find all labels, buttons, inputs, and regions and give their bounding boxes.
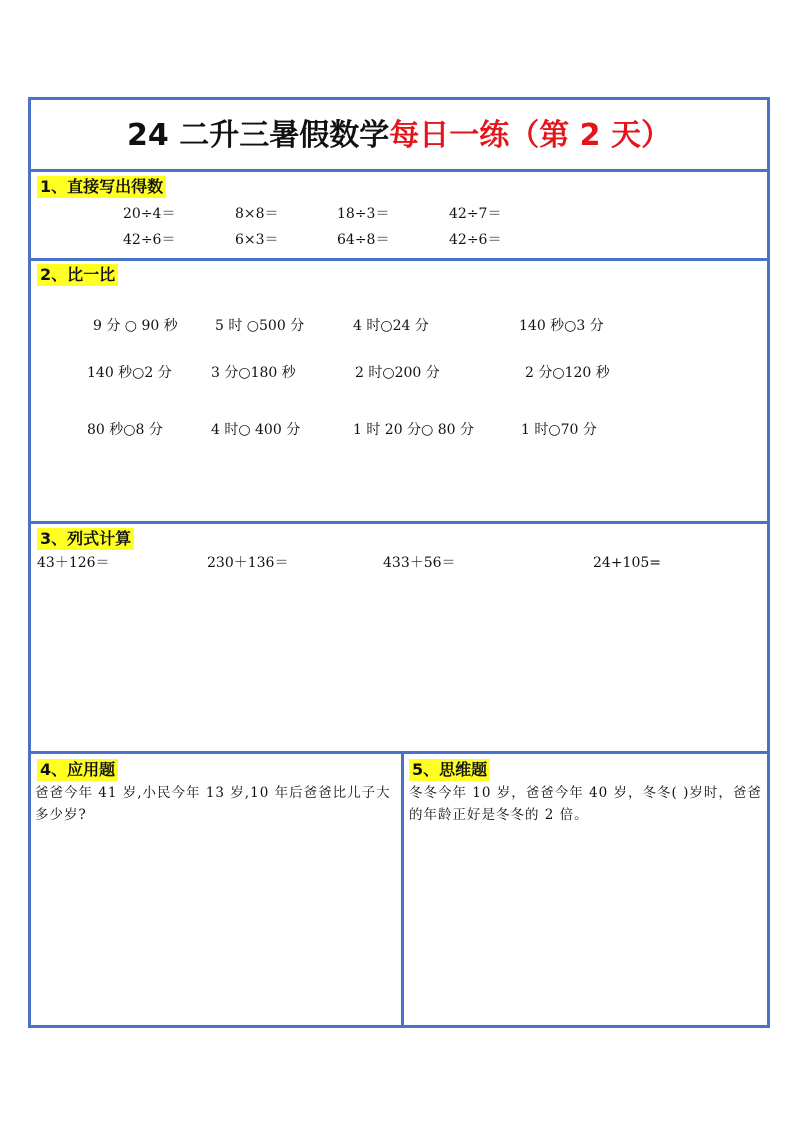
calc-problem: 24+105= (593, 555, 661, 571)
calc-problem: 230＋136＝ (207, 555, 289, 571)
problem: 64÷8＝ (337, 232, 390, 248)
title-main: 24 二升三暑假数学 (127, 118, 390, 153)
divider (31, 521, 767, 524)
comparison: 140 秒○2 分 (87, 365, 172, 381)
section4-heading: 4、应用题 (37, 759, 118, 781)
word-problem: 爸爸今年 41 岁,小民今年 13 岁,10 年后爸爸比儿子大多少岁? (35, 785, 391, 823)
calc-problem: 43＋126＝ (37, 555, 110, 571)
section1-heading: 1、直接写出得数 (37, 176, 166, 198)
problem: 42÷6＝ (449, 232, 502, 248)
divider (31, 258, 767, 261)
problem: 42÷6＝ (123, 232, 176, 248)
comparison: 140 秒○3 分 (519, 318, 604, 334)
comparison: 2 时○200 分 (355, 365, 440, 381)
comparison: 9 分 ○ 90 秒 (93, 318, 178, 334)
problem: 8×8＝ (235, 206, 279, 222)
divider (31, 751, 767, 754)
comparison: 3 分○180 秒 (211, 365, 296, 381)
section5-heading: 5、思维题 (409, 759, 490, 781)
calc-problem: 433＋56＝ (383, 555, 456, 571)
divider (31, 169, 767, 172)
comparison: 80 秒○8 分 (87, 422, 163, 438)
comparison: 5 时 ○500 分 (215, 318, 305, 334)
problem: 20÷4＝ (123, 206, 176, 222)
column-divider (401, 753, 404, 1025)
section2-heading: 2、比一比 (37, 264, 118, 286)
page-title (31, 100, 767, 172)
problem: 6×3＝ (235, 232, 279, 248)
problem: 18÷3＝ (337, 206, 390, 222)
section3-heading: 3、列式计算 (37, 528, 134, 550)
comparison: 2 分○120 秒 (525, 365, 610, 381)
worksheet (28, 97, 770, 1028)
thinking-problem: 冬冬今年 10 岁，爸爸今年 40 岁，冬冬( )岁时，爸爸的年龄正好是冬冬的 2 倍。 (409, 785, 762, 823)
comparison: 1 时 20 分○ 80 分 (353, 422, 475, 438)
problem: 42÷7＝ (449, 206, 502, 222)
comparison: 1 时○70 分 (521, 422, 597, 438)
comparison: 4 时○24 分 (353, 318, 429, 334)
title-highlight: 每日一练（第 2 天） (389, 118, 671, 153)
comparison: 4 时○ 400 分 (211, 422, 301, 438)
